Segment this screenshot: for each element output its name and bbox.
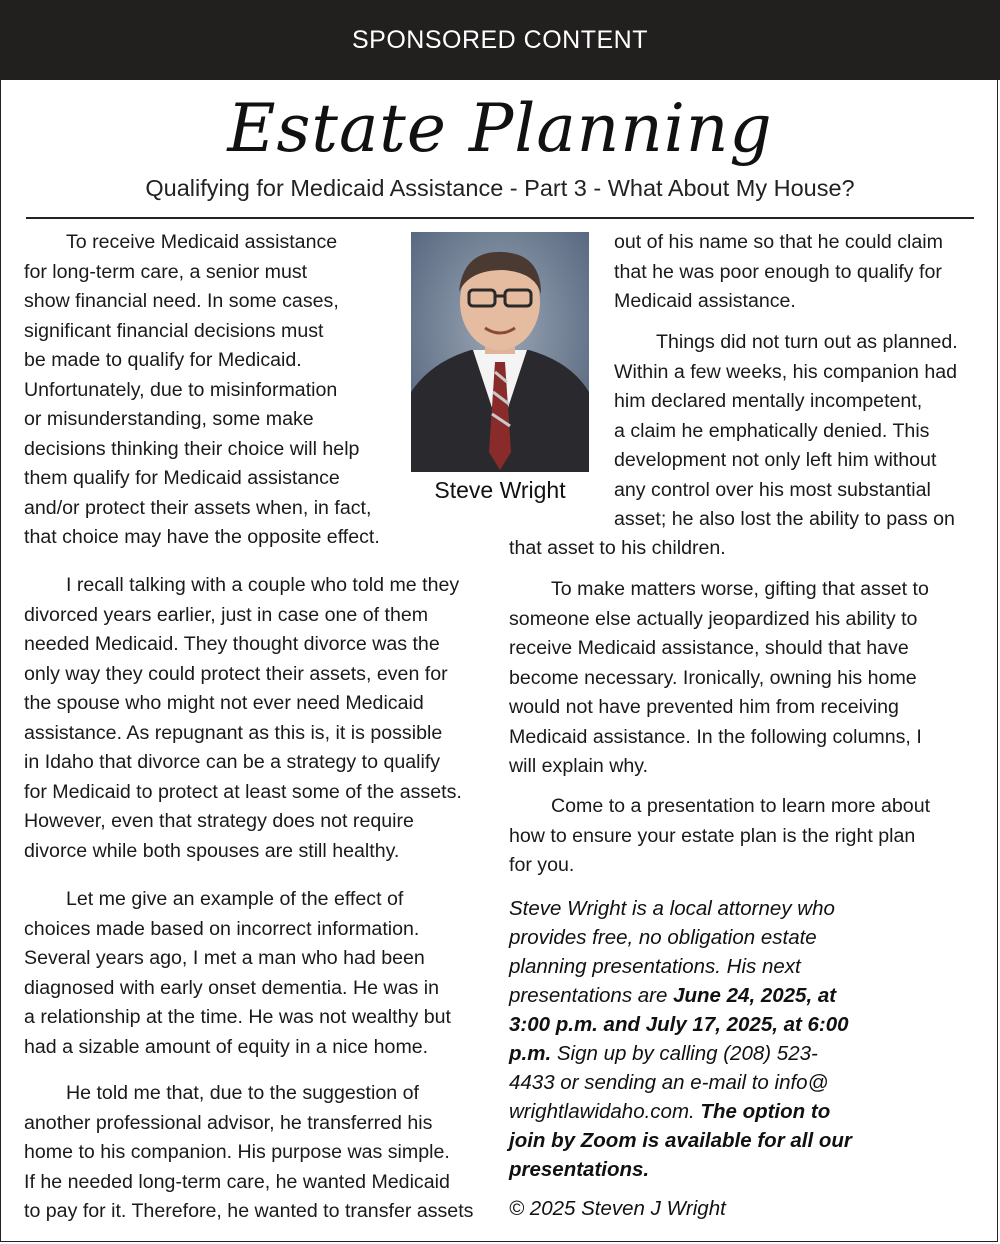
right-column-para-2-tail bbox=[509, 534, 726, 564]
article-title: Estate Planning bbox=[227, 90, 773, 167]
author-bio bbox=[509, 894, 979, 1184]
text-line: him declared mentally incompetent, bbox=[614, 390, 923, 412]
text-line: in Idaho that divorce can be a strategy to qualify bbox=[24, 751, 441, 773]
text-line: and/or protect their assets when, in fact, bbox=[24, 496, 372, 519]
text-line: that choice may have the opposite effect. bbox=[24, 526, 380, 548]
text-line: them qualify for Medicaid assistance bbox=[24, 467, 340, 489]
sponsored-banner bbox=[0, 0, 1000, 80]
left-column-para-2 bbox=[24, 571, 462, 866]
text-line: home to his companion. His purpose was simple. bbox=[24, 1141, 450, 1163]
bio-line: Steve Wright is a local attorney who bbox=[509, 897, 835, 920]
text-line: Unfortunately, due to misinformation bbox=[24, 378, 338, 401]
text-line: be made to qualify for Medicaid. bbox=[24, 349, 302, 371]
text-line: To receive Medicaid assistance bbox=[66, 231, 338, 253]
text-line: Within a few weeks, his companion had bbox=[614, 360, 958, 383]
text-line: any control over his most substantial bbox=[614, 478, 931, 501]
text-line: had a sizable amount of equity in a nice home. bbox=[24, 1035, 429, 1058]
right-column-para-2 bbox=[614, 328, 958, 535]
text-line: divorced years earlier, just in case one of them bbox=[24, 603, 429, 626]
author-portrait-image bbox=[411, 232, 589, 472]
bio-date-1: June 24, 2025, at bbox=[673, 984, 837, 1007]
text-line: assistance. As repugnant as this is, it is possible bbox=[24, 721, 443, 744]
text-line: significant financial decisions must bbox=[24, 319, 324, 342]
right-column-para-3 bbox=[509, 575, 929, 782]
text-line: Things did not turn out as planned. bbox=[656, 331, 958, 353]
text-line: that he was poor enough to qualify for bbox=[614, 260, 942, 283]
bio-time: p.m. bbox=[509, 1042, 552, 1065]
text-line: that asset to his children. bbox=[509, 537, 726, 559]
text-line: out of his name so that he could claim bbox=[614, 231, 943, 253]
text-line: receive Medicaid assistance, should that have bbox=[509, 637, 909, 659]
right-column-para-4 bbox=[509, 792, 930, 881]
title-divider bbox=[26, 217, 974, 219]
text-line: Several years ago, I met a man who had been bbox=[24, 947, 425, 969]
text-line: a claim he emphatically denied. This bbox=[614, 419, 930, 442]
copyright-notice: © 2025 Steven J Wright bbox=[509, 1197, 726, 1220]
text-line: Medicaid assistance. bbox=[614, 290, 796, 312]
left-column-para-3 bbox=[24, 885, 451, 1062]
bio-zoom-note: join by Zoom is available for all our bbox=[509, 1129, 852, 1152]
bio-line bbox=[509, 1126, 979, 1155]
bio-text: Sign up by calling (208) 523- bbox=[551, 1042, 818, 1065]
bio-line bbox=[509, 1155, 979, 1184]
bio-dates: 3:00 p.m. and July 17, 2025, at 6:00 bbox=[509, 1013, 849, 1036]
text-line: another professional advisor, he transferred his bbox=[24, 1111, 433, 1134]
text-line: someone else actually jeopardized his ability to bbox=[509, 607, 918, 630]
bio-text: presentations are bbox=[509, 984, 674, 1007]
bio-line bbox=[509, 1097, 979, 1126]
text-line: would not have prevented him from receiving bbox=[509, 696, 899, 718]
text-line: However, even that strategy does not require bbox=[24, 810, 414, 832]
text-line: to pay for it. Therefore, he wanted to transfer assets bbox=[24, 1200, 474, 1222]
text-line: only way they could protect their assets, even for bbox=[24, 662, 448, 685]
text-line: needed Medicaid. They thought divorce was the bbox=[24, 633, 440, 655]
text-line: for long-term care, a senior must bbox=[24, 260, 308, 283]
banner-label: SPONSORED CONTENT bbox=[351, 25, 649, 54]
text-line: show financial need. In some cases, bbox=[24, 290, 339, 312]
text-line: If he needed long-term care, he wanted Medicaid bbox=[24, 1170, 450, 1193]
left-column-para-1 bbox=[24, 228, 380, 553]
text-line: will explain why. bbox=[509, 755, 649, 777]
bio-line: 4433 or sending an e-mail to info@ bbox=[509, 1071, 829, 1094]
text-line: decisions thinking their choice will help bbox=[24, 437, 360, 460]
text-line: diagnosed with early onset dementia. He was in bbox=[24, 976, 439, 999]
bio-line bbox=[509, 1010, 979, 1039]
text-line: the spouse who might not ever need Medicaid bbox=[24, 692, 424, 714]
bio-line bbox=[509, 1039, 979, 1068]
text-line: choices made based on incorrect information. bbox=[24, 917, 420, 940]
right-column-para-1 bbox=[614, 228, 943, 317]
bio-line: planning presentations. His next bbox=[509, 955, 801, 978]
bio-email: wrightlawidaho.com. bbox=[509, 1100, 701, 1123]
text-line: development not only left him without bbox=[614, 449, 937, 471]
left-column-para-4 bbox=[24, 1079, 473, 1227]
text-line: become necessary. Ironically, owning his home bbox=[509, 666, 917, 689]
bio-zoom-note: The option to bbox=[700, 1100, 831, 1123]
bio-line: provides free, no obligation estate bbox=[509, 926, 817, 949]
bio-line bbox=[509, 981, 979, 1010]
text-line: how to ensure your estate plan is the right plan bbox=[509, 824, 916, 847]
text-line: divorce while both spouses are still healthy. bbox=[24, 839, 400, 862]
bio-zoom-note: presentations. bbox=[509, 1158, 650, 1181]
text-line: for Medicaid to protect at least some of the assets. bbox=[24, 780, 462, 803]
article-subtitle: Qualifying for Medicaid Assistance - Part 3 - What About My House? bbox=[145, 175, 855, 201]
text-line: I recall talking with a couple who told me they bbox=[66, 574, 460, 596]
photo-caption: Steve Wright bbox=[434, 477, 566, 503]
text-line: He told me that, due to the suggestion of bbox=[66, 1082, 419, 1104]
text-line: To make matters worse, gifting that asset to bbox=[551, 578, 929, 600]
text-line: asset; he also lost the ability to pass on bbox=[614, 508, 955, 530]
author-photo bbox=[411, 232, 589, 472]
text-line: a relationship at the time. He was not wealthy but bbox=[24, 1006, 451, 1028]
text-line: Come to a presentation to learn more about bbox=[551, 795, 931, 817]
text-line: for you. bbox=[509, 854, 575, 876]
text-line: Medicaid assistance. In the following columns, I bbox=[509, 725, 922, 748]
text-line: Let me give an example of the effect of bbox=[66, 888, 404, 910]
text-line: or misunderstanding, some make bbox=[24, 408, 314, 430]
